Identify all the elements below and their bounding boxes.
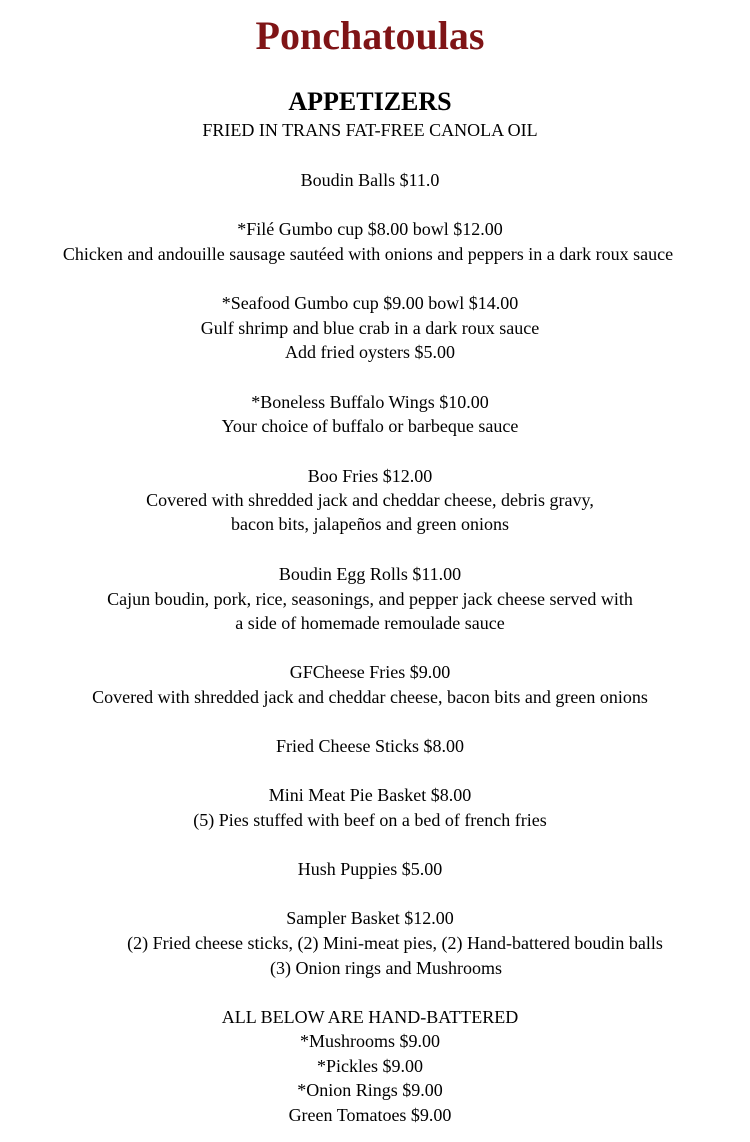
menu-item-name: *Boneless Buffalo Wings $10.00: [251, 392, 489, 412]
menu-item-description: Covered with shredded jack and cheddar cheese, bacon bits and green onions: [92, 687, 648, 707]
menu-item-name: *Filé Gumbo cup $8.00 bowl $12.00: [237, 219, 503, 239]
menu-item-description: Your choice of buffalo or barbeque sauce: [221, 416, 519, 436]
menu-item-name: Boudin Balls $11.0: [300, 170, 440, 190]
menu-item-name: Fried Cheese Sticks $8.00: [276, 736, 464, 756]
menu-item-description: Chicken and andouille sausage sautéed with onions and peppers in a dark roux sauce: [62, 244, 674, 264]
menu-item-name: Boudin Egg Rolls $11.00: [278, 564, 462, 584]
restaurant-name: Ponchatoulas: [255, 13, 485, 58]
menu-item-description: Cajun boudin, pork, rice, seasonings, and pepper jack cheese served with: [107, 589, 633, 609]
menu-item-description: (5) Pies stuffed with beef on a bed of french fries: [193, 810, 547, 830]
menu-item-description: (2) Fried cheese sticks, (2) Mini-meat pies, (2) Hand-battered boudin balls: [127, 933, 663, 953]
menu-item-description: bacon bits, jalapeños and green onions: [231, 514, 509, 534]
menu-item-name: Hush Puppies $5.00: [297, 859, 443, 879]
menu-item-name: Boo Fries $12.00: [307, 466, 433, 486]
menu-item-description: a side of homemade remoulade sauce: [235, 613, 505, 633]
section-note: FRIED IN TRANS FAT-FREE CANOLA OIL: [202, 120, 538, 140]
hand-battered-item: *Onion Rings $9.00: [297, 1080, 443, 1100]
menu-item-name: *Seafood Gumbo cup $9.00 bowl $14.00: [221, 293, 519, 313]
menu-item-name: Sampler Basket $12.00: [286, 908, 454, 928]
hand-battered-heading: ALL BELOW ARE HAND-BATTERED: [221, 1007, 519, 1027]
menu-item-name: GFCheese Fries $9.00: [289, 662, 451, 682]
menu-item-description: Add fried oysters $5.00: [285, 342, 455, 362]
menu-item-description: Covered with shredded jack and cheddar cheese, debris gravy,: [146, 490, 594, 510]
hand-battered-item: *Mushrooms $9.00: [299, 1031, 440, 1051]
section-title: APPETIZERS: [288, 87, 452, 116]
hand-battered-item: Green Tomatoes $9.00: [288, 1105, 452, 1125]
menu-item-description: (3) Onion rings and Mushrooms: [270, 958, 502, 978]
menu-item-description: Gulf shrimp and blue crab in a dark roux sauce: [200, 318, 540, 338]
hand-battered-item: *Pickles $9.00: [317, 1056, 423, 1076]
menu-item-name: Mini Meat Pie Basket $8.00: [268, 785, 472, 805]
